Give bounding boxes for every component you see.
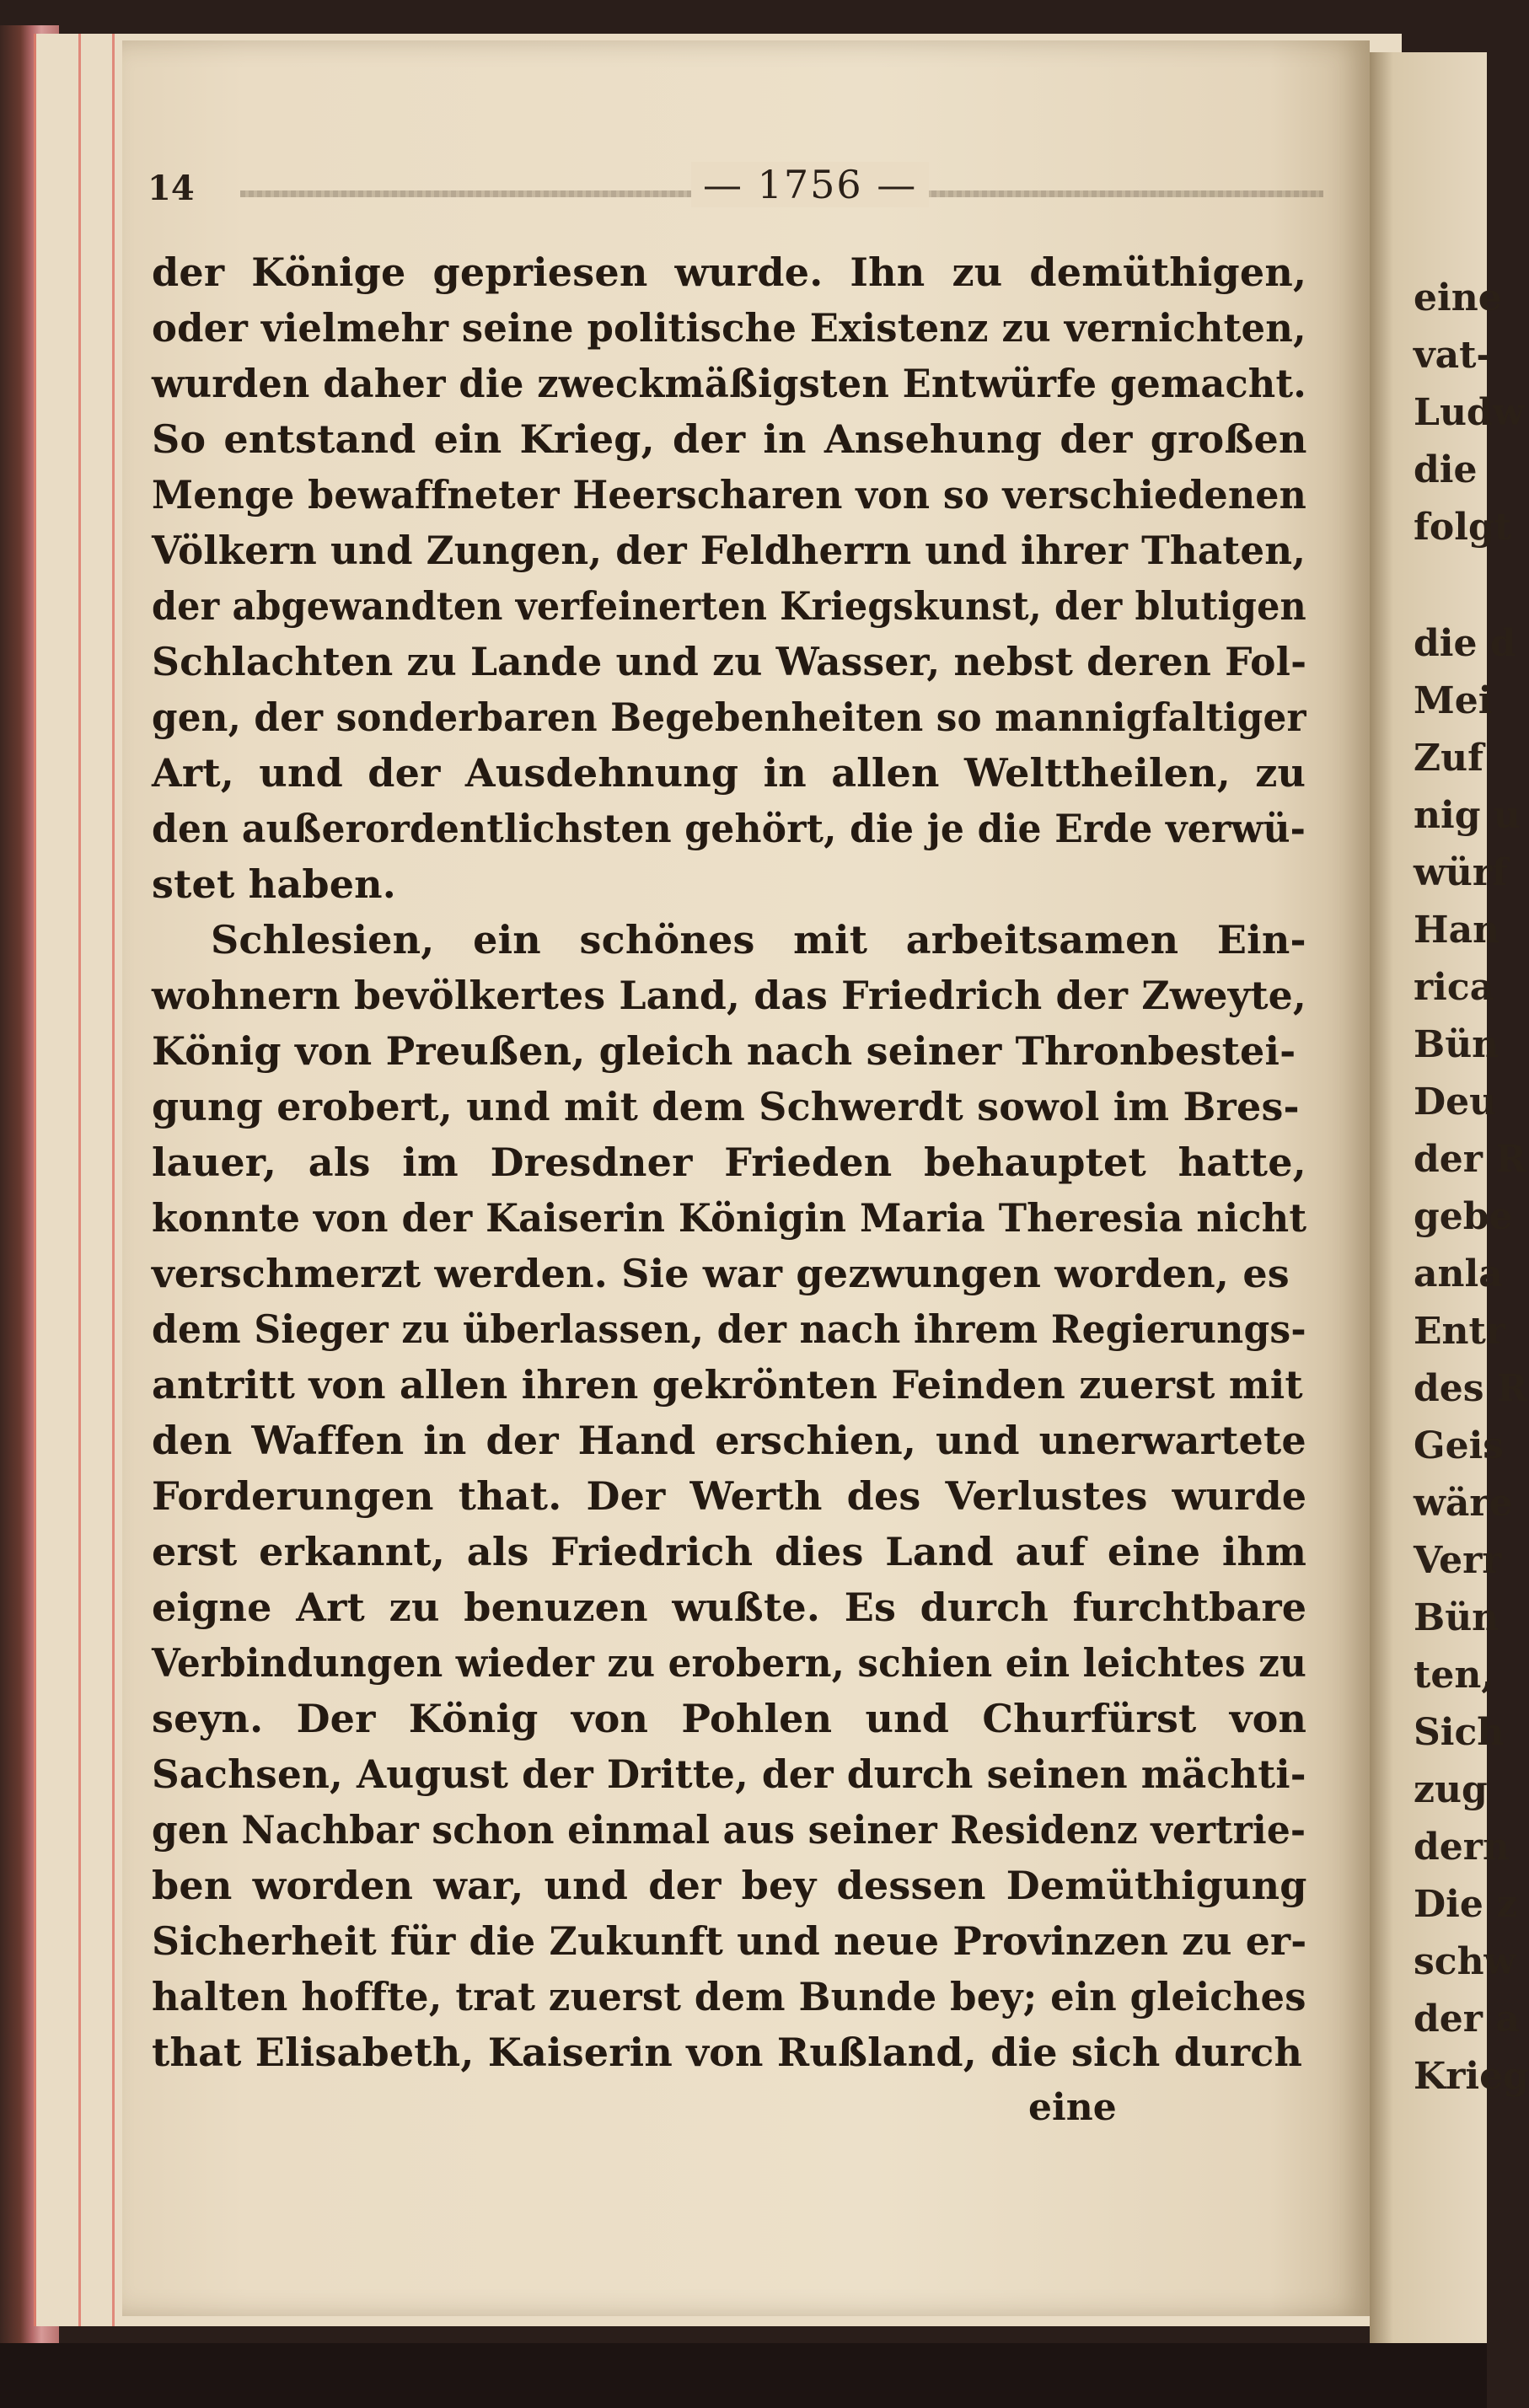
adjacent-page-fragment: Ludw bbox=[1414, 391, 1525, 434]
text-line: antritt von allen ihren gekrönten Feinden zuerst mit bbox=[152, 1362, 1303, 1408]
text-line: Art, und der Ausdehnung in allen Welttheilen, zu bbox=[152, 750, 1306, 796]
text-line: wohnern bevölkertes Land, das Friedrich der Zweyte, bbox=[152, 973, 1307, 1018]
adjacent-page-fragment: vat- bbox=[1414, 334, 1492, 377]
text-line: Sicherheit für die Zukunft und neue Provinzen zu er- bbox=[152, 1918, 1307, 1964]
adjacent-page-fragment: Die z bbox=[1414, 1883, 1518, 1926]
adjacent-page-fragment: Han bbox=[1414, 909, 1500, 952]
text-line: verschmerzt werden. Sie war gezwungen worden, es bbox=[152, 1251, 1290, 1296]
running-head-year: — 1756 — bbox=[691, 162, 929, 207]
adjacent-page-fragment: Geis bbox=[1414, 1424, 1505, 1467]
text-line: erst erkannt, als Friedrich dies Land auf eine ihm bbox=[152, 1529, 1307, 1574]
adjacent-page-fragment: würf bbox=[1414, 851, 1508, 894]
text-line: Schlesien, ein schönes mit arbeitsamen Ein- bbox=[211, 917, 1306, 963]
adjacent-page-fragment: eine bbox=[1414, 276, 1502, 319]
text-line: der abgewandten verfeinerten Kriegskunst, der blutigen bbox=[152, 583, 1306, 629]
adjacent-page-fragment: anla bbox=[1414, 1252, 1503, 1295]
text-line: Menge bewaffneter Heerscharen von so verschiedenen bbox=[152, 472, 1307, 518]
text-line: Völkern und Zungen, der Feldherrn und ihrer Thaten, bbox=[152, 528, 1306, 573]
text-line: Sachsen, August der Dritte, der durch seinen mächti- bbox=[152, 1751, 1306, 1797]
adjacent-page-fragment: Bün bbox=[1414, 1596, 1499, 1639]
adjacent-page-fragment: schw bbox=[1414, 1940, 1516, 1983]
text-line: eigne Art zu benuzen wußte. Es durch furchtbare bbox=[152, 1585, 1307, 1630]
adjacent-page-fragment: dern bbox=[1414, 1826, 1510, 1869]
page-number: 14 bbox=[148, 169, 195, 208]
text-line: ben worden war, und der bey dessen Demüthigung bbox=[152, 1863, 1307, 1908]
text-line: dem Sieger zu überlassen, der nach ihrem Regierungs- bbox=[152, 1306, 1306, 1352]
adjacent-page-fragment: zug bbox=[1414, 1768, 1488, 1811]
text-line: So entstand ein Krieg, der in Ansehung der großen bbox=[152, 416, 1307, 462]
adjacent-page-fragment: Krieg bbox=[1414, 2055, 1529, 2098]
adjacent-page-fragment: Sich bbox=[1414, 1711, 1505, 1754]
adjacent-page-fragment: der a bbox=[1414, 1998, 1520, 2041]
binding-bottom bbox=[0, 2343, 1487, 2408]
text-line: Forderungen that. Der Werth des Verlustes wurde bbox=[152, 1473, 1307, 1519]
text-line: that Elisabeth, Kaiserin von Rußland, die sich durch bbox=[152, 2030, 1303, 2075]
adjacent-page-fragment: des R bbox=[1414, 1367, 1528, 1410]
adjacent-page-fragment: Bün bbox=[1414, 1023, 1499, 1066]
adjacent-page-fragment: die bbox=[1414, 448, 1478, 491]
text-line: König von Preußen, gleich nach seiner Thronbestei- bbox=[152, 1028, 1296, 1074]
text-line: halten hoffte, trat zuerst dem Bunde bey; ein gleiches bbox=[152, 1974, 1306, 2019]
adjacent-page-fragment: Verr bbox=[1414, 1539, 1502, 1582]
text-line: gung erobert, und mit dem Schwerdt sowol im Bres- bbox=[152, 1084, 1300, 1129]
text-line: gen Nachbar schon einmal aus seiner Residenz vertrie- bbox=[152, 1807, 1306, 1853]
text-line: konnte von der Kaiserin Königin Maria Theresia nicht bbox=[152, 1195, 1307, 1241]
text-line: seyn. Der König von Pohlen und Churfürst von bbox=[152, 1696, 1307, 1741]
text-line: gen, der sonderbaren Begebenheiten so mannigfaltiger bbox=[152, 695, 1306, 740]
text-line: Verbindungen wieder zu erobern, schien ein leichtes zu bbox=[152, 1640, 1306, 1686]
adjacent-page-fragment: die d bbox=[1414, 622, 1516, 665]
adjacent-page-fragment: nig u bbox=[1414, 794, 1521, 837]
text-line: den Waffen in der Hand erschien, und unerwartete bbox=[152, 1418, 1306, 1463]
text-line: oder vielmehr seine politische Existenz zu vernichten, bbox=[152, 305, 1306, 351]
adjacent-page-edge bbox=[1370, 52, 1529, 2345]
text-line: lauer, als im Dresdner Frieden behauptet hatte, bbox=[152, 1140, 1306, 1185]
text-line: den außerordentlichsten gehört, die je die Erde verwü- bbox=[152, 806, 1306, 851]
adjacent-page-fragment: wäre bbox=[1414, 1482, 1513, 1525]
adjacent-page-fragment: Mei bbox=[1414, 679, 1493, 722]
text-line: der Könige gepriesen wurde. Ihn zu demüthigen, bbox=[152, 249, 1307, 295]
adjacent-page-fragment: ten, bbox=[1414, 1654, 1494, 1697]
page-header bbox=[148, 160, 1323, 211]
text-line: Schlachten zu Lande und zu Wasser, nebst deren Fol- bbox=[152, 639, 1307, 684]
catchword: eine bbox=[1028, 2086, 1117, 2129]
adjacent-page-fragment: der R bbox=[1414, 1138, 1526, 1181]
adjacent-page-fragment: Deu bbox=[1414, 1081, 1497, 1124]
adjacent-page-fragment: gebe bbox=[1414, 1195, 1513, 1238]
text-line: stet haben. bbox=[152, 861, 397, 907]
adjacent-page-fragment: Zuf bbox=[1414, 737, 1484, 780]
text-line: wurden daher die zweckmäßigsten Entwürfe gemacht. bbox=[152, 361, 1306, 406]
adjacent-page-fragment: rica bbox=[1414, 966, 1494, 1009]
adjacent-page-fragment: folgt bbox=[1414, 506, 1512, 549]
adjacent-page-fragment: Entr bbox=[1414, 1310, 1506, 1353]
